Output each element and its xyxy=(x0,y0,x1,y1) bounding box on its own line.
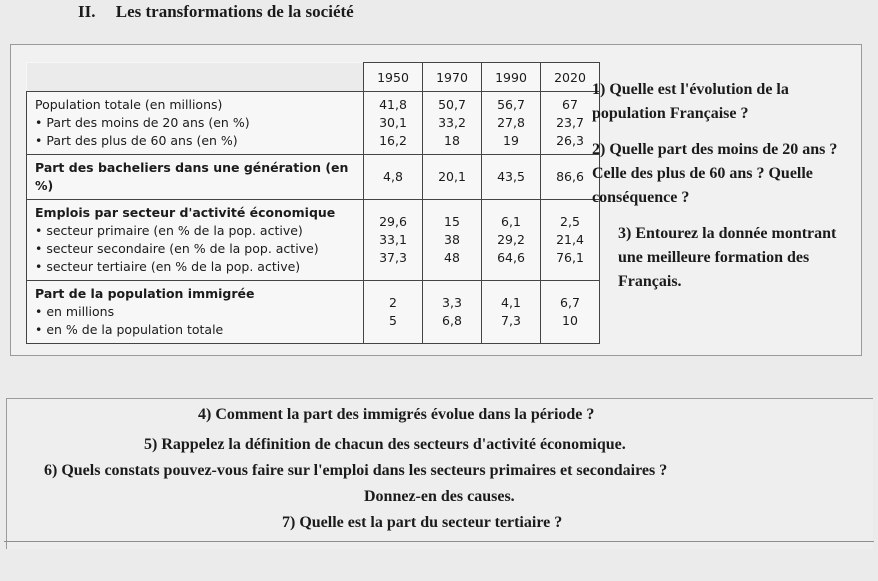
question-2: 2) Quelle part des moins de 20 ans ? Celle des plus de 60 ans ? Quelle conséquence ? xyxy=(592,141,838,206)
section-title: Les transformations de la société xyxy=(115,2,354,21)
table-cell xyxy=(541,92,600,155)
section-number: II. xyxy=(78,2,96,21)
cell-value: 2 xyxy=(389,295,397,310)
cell-value: 2,5 xyxy=(560,214,580,229)
row-label xyxy=(27,200,364,281)
side-questions xyxy=(592,78,854,306)
table-cell xyxy=(541,155,600,200)
question-5: 5) Rappelez la définition de chacun des secteurs d'activité économique. xyxy=(144,436,626,453)
header-corner xyxy=(27,63,364,92)
question-7: 7) Quelle est la part du secteur tertiaire ? xyxy=(282,514,563,531)
cell-value: 6,7 xyxy=(560,295,580,310)
cell-value: 64,6 xyxy=(497,250,525,265)
divider-line xyxy=(4,541,874,542)
year-header: 1950 xyxy=(364,63,423,92)
cell-value: 29,2 xyxy=(497,232,525,247)
table-cell xyxy=(482,92,541,155)
table-cell xyxy=(423,281,482,344)
cell-value: 27,8 xyxy=(497,115,525,130)
table-cell xyxy=(364,200,423,281)
table-row-emplois xyxy=(27,200,600,281)
table-cell xyxy=(364,281,423,344)
row-sub: • secteur secondaire (en % de la pop. active) xyxy=(35,241,319,256)
table-row-immigration xyxy=(27,281,600,344)
question-3: 3) Entourez la donnée montrant une meilleure formation des Français. xyxy=(618,225,837,290)
cell-value: 50,7 xyxy=(438,97,466,112)
header-row xyxy=(27,63,600,92)
cell-value: 21,4 xyxy=(556,232,584,247)
table-row-population xyxy=(27,92,600,155)
table-row-bacheliers xyxy=(27,155,600,200)
cell-value: 4,8 xyxy=(383,169,403,184)
cell-value: 15 xyxy=(444,214,460,229)
cell-value: 29,6 xyxy=(379,214,407,229)
row-sub: • Part des moins de 20 ans (en %) xyxy=(35,115,250,130)
cell-value: 38 xyxy=(444,232,460,247)
cell-value: 86,6 xyxy=(556,169,584,184)
table-cell xyxy=(482,200,541,281)
row-sub: • en % de la population totale xyxy=(35,322,224,337)
row-sub: • secteur tertiaire (en % de la pop. active) xyxy=(35,259,301,274)
cell-value: 43,5 xyxy=(497,169,525,184)
cell-value: 30,1 xyxy=(379,115,407,130)
cell-value: 6,1 xyxy=(501,214,521,229)
cell-value: 67 xyxy=(562,97,578,112)
year-header: 2020 xyxy=(541,63,600,92)
cell-value: 16,2 xyxy=(379,133,407,148)
row-label xyxy=(27,92,364,155)
statistics-table xyxy=(26,62,600,344)
question-1: 1) Quelle est l'évolution de la population Française ? xyxy=(592,81,789,122)
cell-value: 4,1 xyxy=(501,295,521,310)
table-cell xyxy=(541,281,600,344)
table-cell xyxy=(423,155,482,200)
cell-value: 56,7 xyxy=(497,97,525,112)
question-6-followup: Donnez-en des causes. xyxy=(364,488,515,505)
cell-value: 3,3 xyxy=(442,295,462,310)
question-4: 4) Comment la part des immigrés évolue dans la période ? xyxy=(198,406,595,423)
question-6: 6) Quels constats pouvez-vous faire sur l'emploi dans les secteurs primaires et secondaires ? xyxy=(44,462,668,479)
year-header: 1970 xyxy=(423,63,482,92)
table-cell xyxy=(423,92,482,155)
table-cell xyxy=(482,155,541,200)
row-title: Population totale (en millions) xyxy=(35,97,223,112)
cell-value: 41,8 xyxy=(379,97,407,112)
cell-value: 18 xyxy=(444,133,460,148)
section-heading xyxy=(78,2,354,22)
cell-value: 23,7 xyxy=(556,115,584,130)
cell-value: 7,3 xyxy=(501,313,521,328)
row-sub: • Part des plus de 60 ans (en %) xyxy=(35,133,238,148)
cell-value: 33,2 xyxy=(438,115,466,130)
cell-value: 33,1 xyxy=(379,232,407,247)
year-header: 1990 xyxy=(482,63,541,92)
cell-value: 6,8 xyxy=(442,313,462,328)
table-cell xyxy=(541,200,600,281)
cell-value: 20,1 xyxy=(438,169,466,184)
cell-value: 26,3 xyxy=(556,133,584,148)
cell-value: 5 xyxy=(389,313,397,328)
row-label xyxy=(27,281,364,344)
cell-value: 76,1 xyxy=(556,250,584,265)
table-cell xyxy=(364,92,423,155)
cell-value: 19 xyxy=(503,133,519,148)
row-title: Part de la population immigrée xyxy=(35,286,255,301)
table-cell xyxy=(423,200,482,281)
row-title: Emplois par secteur d'activité économique xyxy=(35,205,336,220)
table-cell xyxy=(364,155,423,200)
cell-value: 10 xyxy=(562,313,578,328)
cell-value: 37,3 xyxy=(379,250,407,265)
table-cell xyxy=(482,281,541,344)
row-title: Part des bacheliers dans une génération (en %) xyxy=(35,160,349,193)
cell-value: 48 xyxy=(444,250,460,265)
row-sub: • en millions xyxy=(35,304,115,319)
row-label xyxy=(27,155,364,200)
row-sub: • secteur primaire (en % de la pop. active) xyxy=(35,223,303,238)
